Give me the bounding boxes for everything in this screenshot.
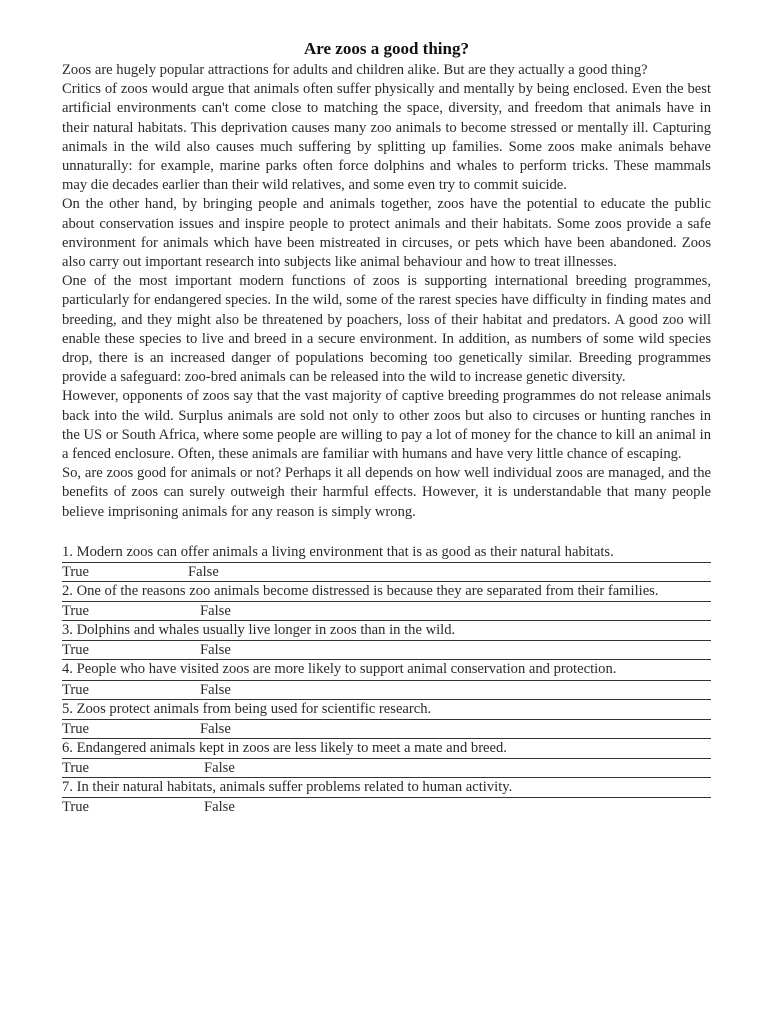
question-2-true-option[interactable]: True	[62, 603, 90, 620]
question-3-text: 3. Dolphins and whales usually live longer in zoos than in the wild.	[62, 622, 456, 639]
paragraph-6: So, are zoos good for animals or not? Perhaps it all depends on how well individual zoos are managed, and the benefits of zoos can surely outweigh their harmful effects. However, it is understandable that many people believe imprisoning animals for any reason is simply wrong.	[62, 465, 711, 520]
true-false-questions	[62, 543, 711, 816]
question-6-false-option[interactable]: False	[204, 760, 235, 777]
answer-row-4	[62, 681, 711, 700]
question-6-true-option[interactable]: True	[62, 760, 90, 777]
question-7-false-option[interactable]: False	[204, 799, 235, 816]
question-4-true-option[interactable]: True	[62, 681, 90, 698]
answer-row-5	[62, 720, 711, 739]
answer-row-3	[62, 641, 711, 660]
answer-row-1	[62, 563, 711, 582]
question-6	[62, 739, 711, 759]
question-3-true-option[interactable]: True	[62, 642, 90, 659]
answer-row-2	[62, 602, 711, 621]
question-2	[62, 582, 711, 602]
question-2-false-option[interactable]: False	[200, 603, 231, 620]
paragraph-2: Critics of zoos would argue that animals often suffer physically and mentally by being enclosed. Even the best artificial environments can't come close to matching the space, diversity, and freedom that animals have in their natural habitats. This deprivation causes many zoo animals to become stressed or mentally ill. Capturing animals in the wild also causes much suffering by splitting up families. Some zoos make animals behave unnaturally: for example, marine parks often force dolphins and whales to perform tricks. These mammals may die decades earlier than their wild relatives, and some even try to commit suicide.	[62, 81, 711, 194]
question-6-text: 6. Endangered animals kept in zoos are less likely to meet a mate and breed.	[62, 739, 507, 756]
article-body	[62, 61, 711, 522]
question-3	[62, 621, 711, 641]
question-4	[62, 660, 711, 680]
question-4-text: 4. People who have visited zoos are more likely to support animal conservation and protection.	[62, 661, 617, 678]
question-5-true-option[interactable]: True	[62, 720, 90, 737]
question-1-text: 1. Modern zoos can offer animals a living environment that is as good as their natural habitats.	[62, 543, 614, 560]
question-4-false-option[interactable]: False	[200, 681, 231, 698]
answer-row-7	[62, 798, 711, 816]
paragraph-4: One of the most important modern functions of zoos is supporting international breeding programmes, particularly for endangered species. In the wild, some of the rarest species have difficulty in finding mates and breeding, and they might also be threatened by poachers, loss of their habitat and predators. A good zoo will enable these species to live and breed in a secure environment. In addition, as numbers of some wild species drop, there is an increased danger of populations becoming too genetically similar. Breeding programmes provide a safeguard: zoo-bred animals can be released into the wild to increase genetic diversity.	[62, 273, 711, 386]
document-title: Are zoos a good thing?	[304, 39, 469, 58]
question-7	[62, 778, 711, 798]
question-7-true-option[interactable]: True	[62, 799, 90, 816]
question-2-text: 2. One of the reasons zoo animals become distressed is because they are separated from their families.	[62, 583, 659, 600]
question-5-text: 5. Zoos protect animals from being used for scientific research.	[62, 700, 432, 717]
question-5	[62, 700, 711, 720]
question-3-false-option[interactable]: False	[200, 642, 231, 659]
question-1-true-option[interactable]: True	[62, 564, 90, 581]
paragraph-1: Zoos are hugely popular attractions for adults and children alike. But are they actually a good thing?	[62, 62, 648, 78]
document-page	[62, 38, 711, 816]
question-1	[62, 543, 711, 563]
paragraph-5: However, opponents of zoos say that the vast majority of captive breeding programmes do not release animals back into the wild. Surplus animals are sold not only to other zoos but also to circuses or hunting ranches in the US or South Africa, where some people are willing to pay a lot of money for the chance to kill an animal in a fenced enclosure. Often, these animals are familiar with humans and have very little chance of escaping.	[62, 388, 711, 463]
question-7-text: 7. In their natural habitats, animals suffer problems related to human activity.	[62, 779, 513, 796]
question-5-false-option[interactable]: False	[200, 720, 231, 737]
paragraph-3: On the other hand, by bringing people and animals together, zoos have the potential to educate the public about conservation issues and inspire people to protect animals and their habitats. Some zoos provide a safe environment for animals which have been mistreated in circuses, or pets which have been abandoned. Zoos also carry out important research into subjects like animal behaviour and how to treat illnesses.	[62, 196, 711, 271]
answer-row-6	[62, 759, 711, 778]
question-1-false-option[interactable]: False	[188, 564, 219, 581]
